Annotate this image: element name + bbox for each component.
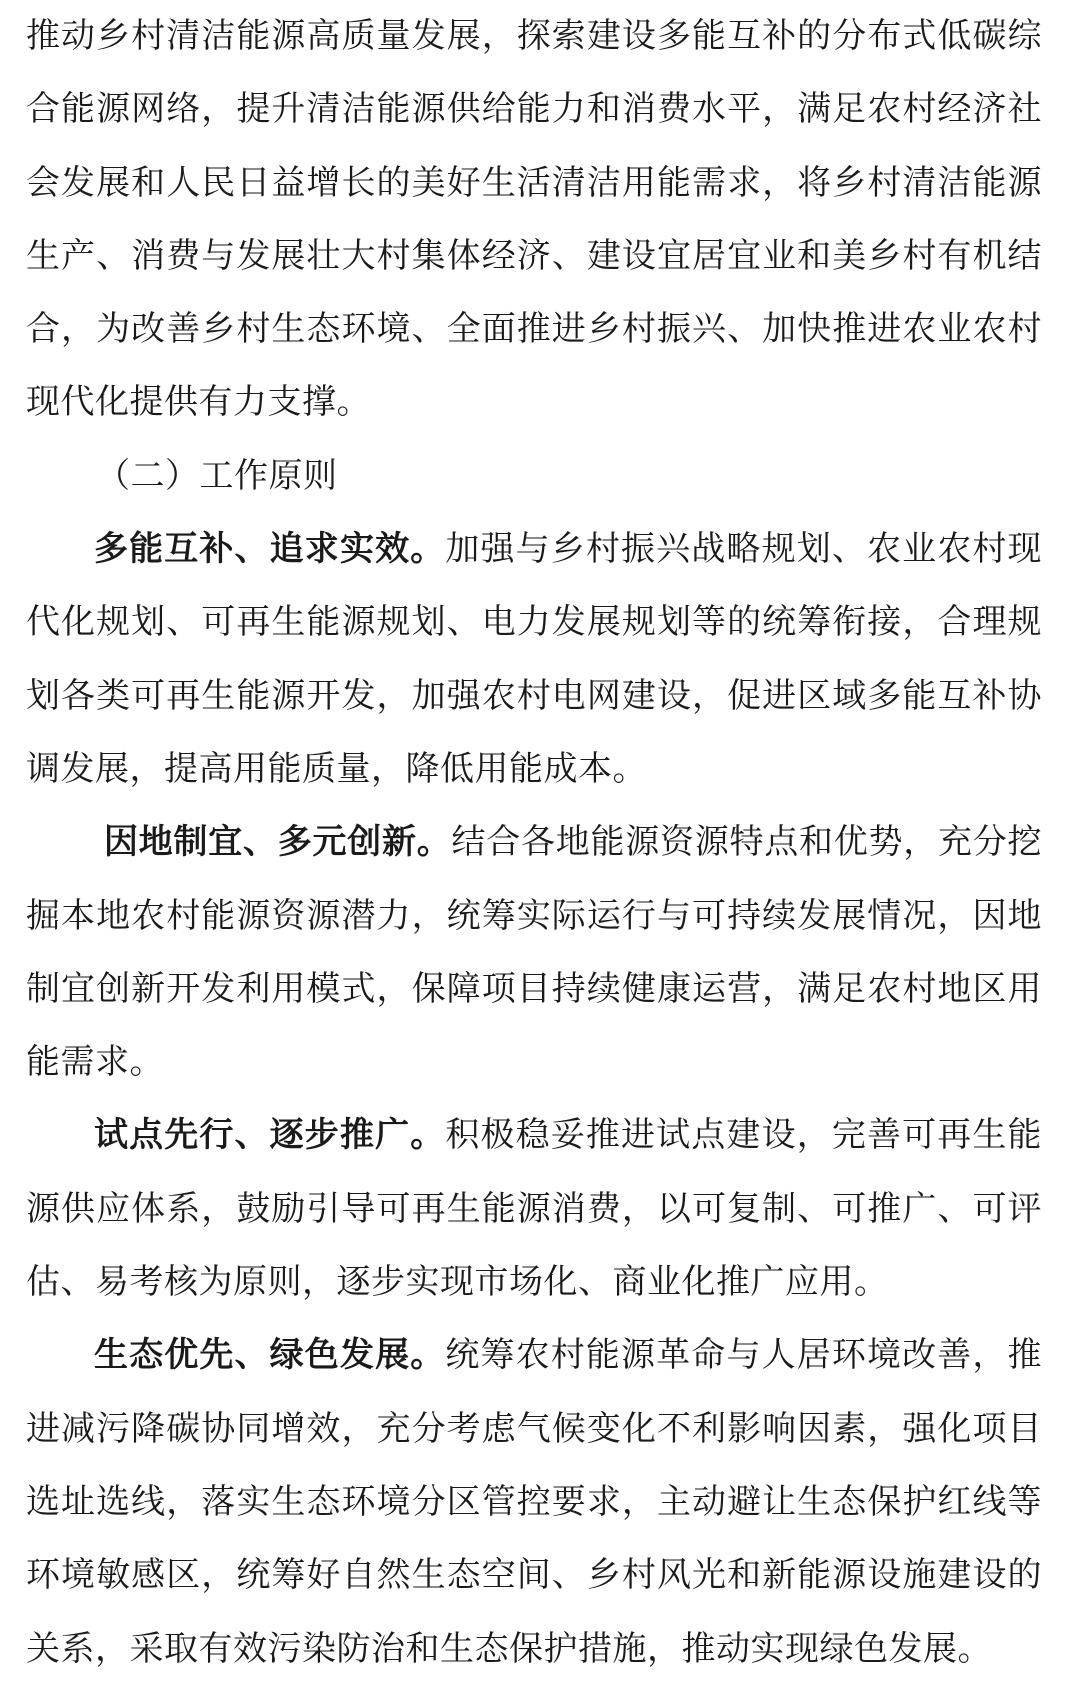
principle-lead-3: 试点先行、逐步推广。 [94, 1115, 446, 1156]
principle-body-4: 统筹农村能源革命与人居环境改善，推进减污降碳协同增效，充分考虑气候变化不利影响因素，强化项目选址选线，落实生态环境分区管控要求，主动避让生态保护红线等环境敏感区，统筹好自然生态空间、乡村风光和新能源设施建设的关系，采取有效污染防治和生态保护措施，推动实现绿色发展。 [26, 1335, 1043, 1669]
section-heading: （二）工作原则 [96, 455, 338, 496]
principle-paragraph-2 [26, 806, 1042, 1099]
principle-paragraph-4 [26, 1319, 1042, 1685]
principle-body-3: 积极稳妥推进试点建设，完善可再生能源供应体系，鼓励引导可再生能源消费，以可复制、可推广、可评估、易考核为原则，逐步实现市场化、商业化推广应用。 [26, 1115, 1043, 1303]
principle-paragraph-3 [26, 1099, 1042, 1319]
principle-lead-4: 生态优先、绿色发展。 [94, 1335, 446, 1376]
principle-body-1: 加强与乡村振兴战略规划、农业农村现代化规划、可再生能源规划、电力发展规划等的统筹衔接，合理规划各类可再生能源开发，加强农村电网建设，促进区域多能互补协调发展，提高用能质量，降低用能成本。 [26, 529, 1043, 789]
principle-body-2: 结合各地能源资源特点和优势，充分挖掘本地农村能源资源潜力，统筹实际运行与可持续发展情况，因地制宜创新开发利用模式，保障项目持续健康运营，满足农村地区用能需求。 [26, 822, 1042, 1083]
intro-paragraph: 推动乡村清洁能源高质量发展，探索建设多能互补的分布式低碳综合能源网络，提升清洁能源供给能力和消费水平，满足农村经济社会发展和人民日益增长的美好生活清洁用能需求，将乡村清洁能源生产、消费与发展壮大村集体经济、建设宜居宜业和美乡村有机结合，为改善乡村生态环境、全面推进乡村振兴、加快推进农业农村现代化提供有力支撑。 [26, 16, 1042, 423]
principle-lead-1: 多能互补、追求实效。 [94, 529, 446, 570]
principle-lead-2: 因地制宜、多元创新。 [104, 822, 452, 863]
principle-paragraph-1 [26, 513, 1042, 806]
